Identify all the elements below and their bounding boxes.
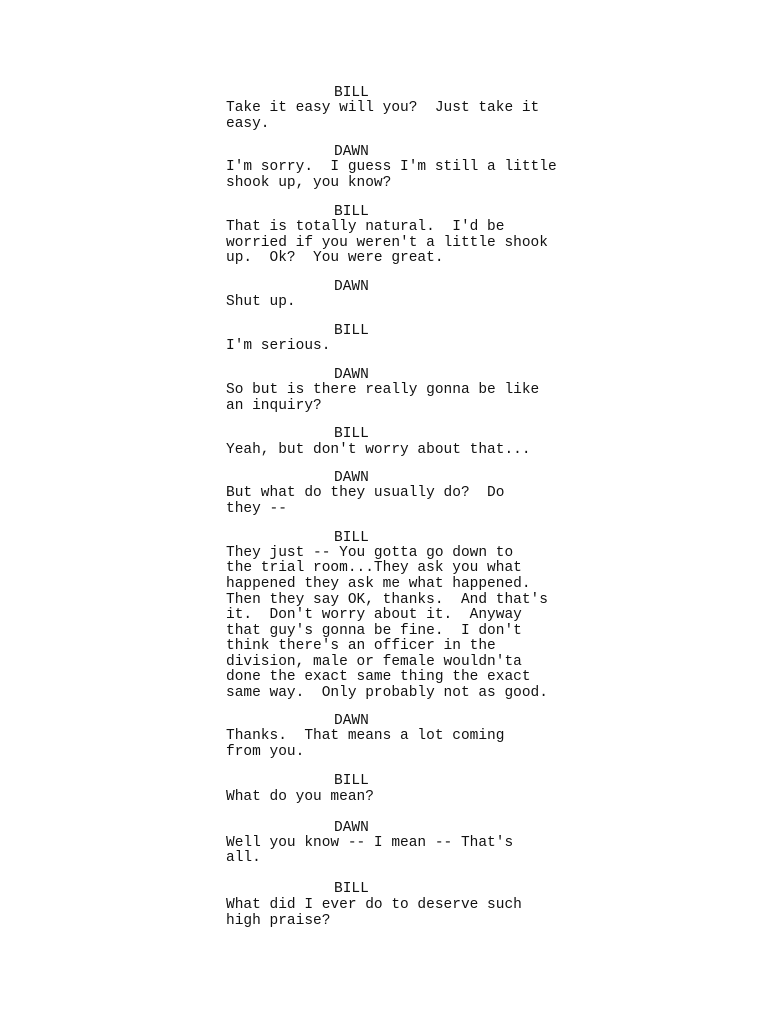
character-name: BILL — [334, 530, 369, 546]
dialogue-line: division, male or female wouldn'ta — [226, 654, 522, 670]
dialogue-line: Thanks. That means a lot coming — [226, 728, 505, 744]
dialogue-line: But what do they usually do? Do — [226, 485, 505, 501]
character-name: BILL — [334, 85, 369, 101]
character-name: BILL — [334, 204, 369, 220]
dialogue-line: What did I ever do to deserve such — [226, 897, 522, 913]
dialogue-line: Shut up. — [226, 294, 296, 310]
character-name: DAWN — [334, 713, 369, 729]
dialogue-line: all. — [226, 850, 261, 866]
dialogue-line: easy. — [226, 116, 270, 132]
dialogue-line: So but is there really gonna be like — [226, 382, 540, 398]
character-name: DAWN — [334, 820, 369, 836]
dialogue-line: high praise? — [226, 913, 331, 929]
dialogue-line: same way. Only probably not as good. — [226, 685, 548, 701]
dialogue-line: happened they ask me what happened. — [226, 576, 531, 592]
dialogue-line: the trial room...They ask you what — [226, 560, 522, 576]
dialogue-line: up. Ok? You were great. — [226, 250, 444, 266]
dialogue-line: Yeah, but don't worry about that... — [226, 442, 531, 458]
character-name: DAWN — [334, 367, 369, 383]
dialogue-line: Then they say OK, thanks. And that's — [226, 592, 548, 608]
dialogue-line: I'm sorry. I guess I'm still a little — [226, 159, 557, 175]
character-name: BILL — [334, 323, 369, 339]
dialogue-line: it. Don't worry about it. Anyway — [226, 607, 522, 623]
dialogue-line: done the exact same thing the exact — [226, 669, 531, 685]
character-name: DAWN — [334, 144, 369, 160]
character-name: DAWN — [334, 279, 369, 295]
character-name: BILL — [334, 881, 369, 897]
character-name: BILL — [334, 426, 369, 442]
dialogue-line: That is totally natural. I'd be — [226, 219, 505, 235]
dialogue-line: think there's an officer in the — [226, 638, 496, 654]
dialogue-line: from you. — [226, 744, 305, 760]
dialogue-line: an inquiry? — [226, 398, 322, 414]
dialogue-line: They just -- You gotta go down to — [226, 545, 514, 561]
dialogue-line: shook up, you know? — [226, 175, 392, 191]
dialogue-line: Well you know -- I mean -- That's — [226, 835, 514, 851]
character-name: BILL — [334, 773, 369, 789]
dialogue-line: Take it easy will you? Just take it — [226, 100, 540, 116]
dialogue-line: What do you mean? — [226, 789, 374, 805]
dialogue-line: worried if you weren't a little shook — [226, 235, 548, 251]
dialogue-line: that guy's gonna be fine. I don't — [226, 623, 522, 639]
character-name: DAWN — [334, 470, 369, 486]
dialogue-line: I'm serious. — [226, 338, 331, 354]
dialogue-line: they -- — [226, 501, 287, 517]
